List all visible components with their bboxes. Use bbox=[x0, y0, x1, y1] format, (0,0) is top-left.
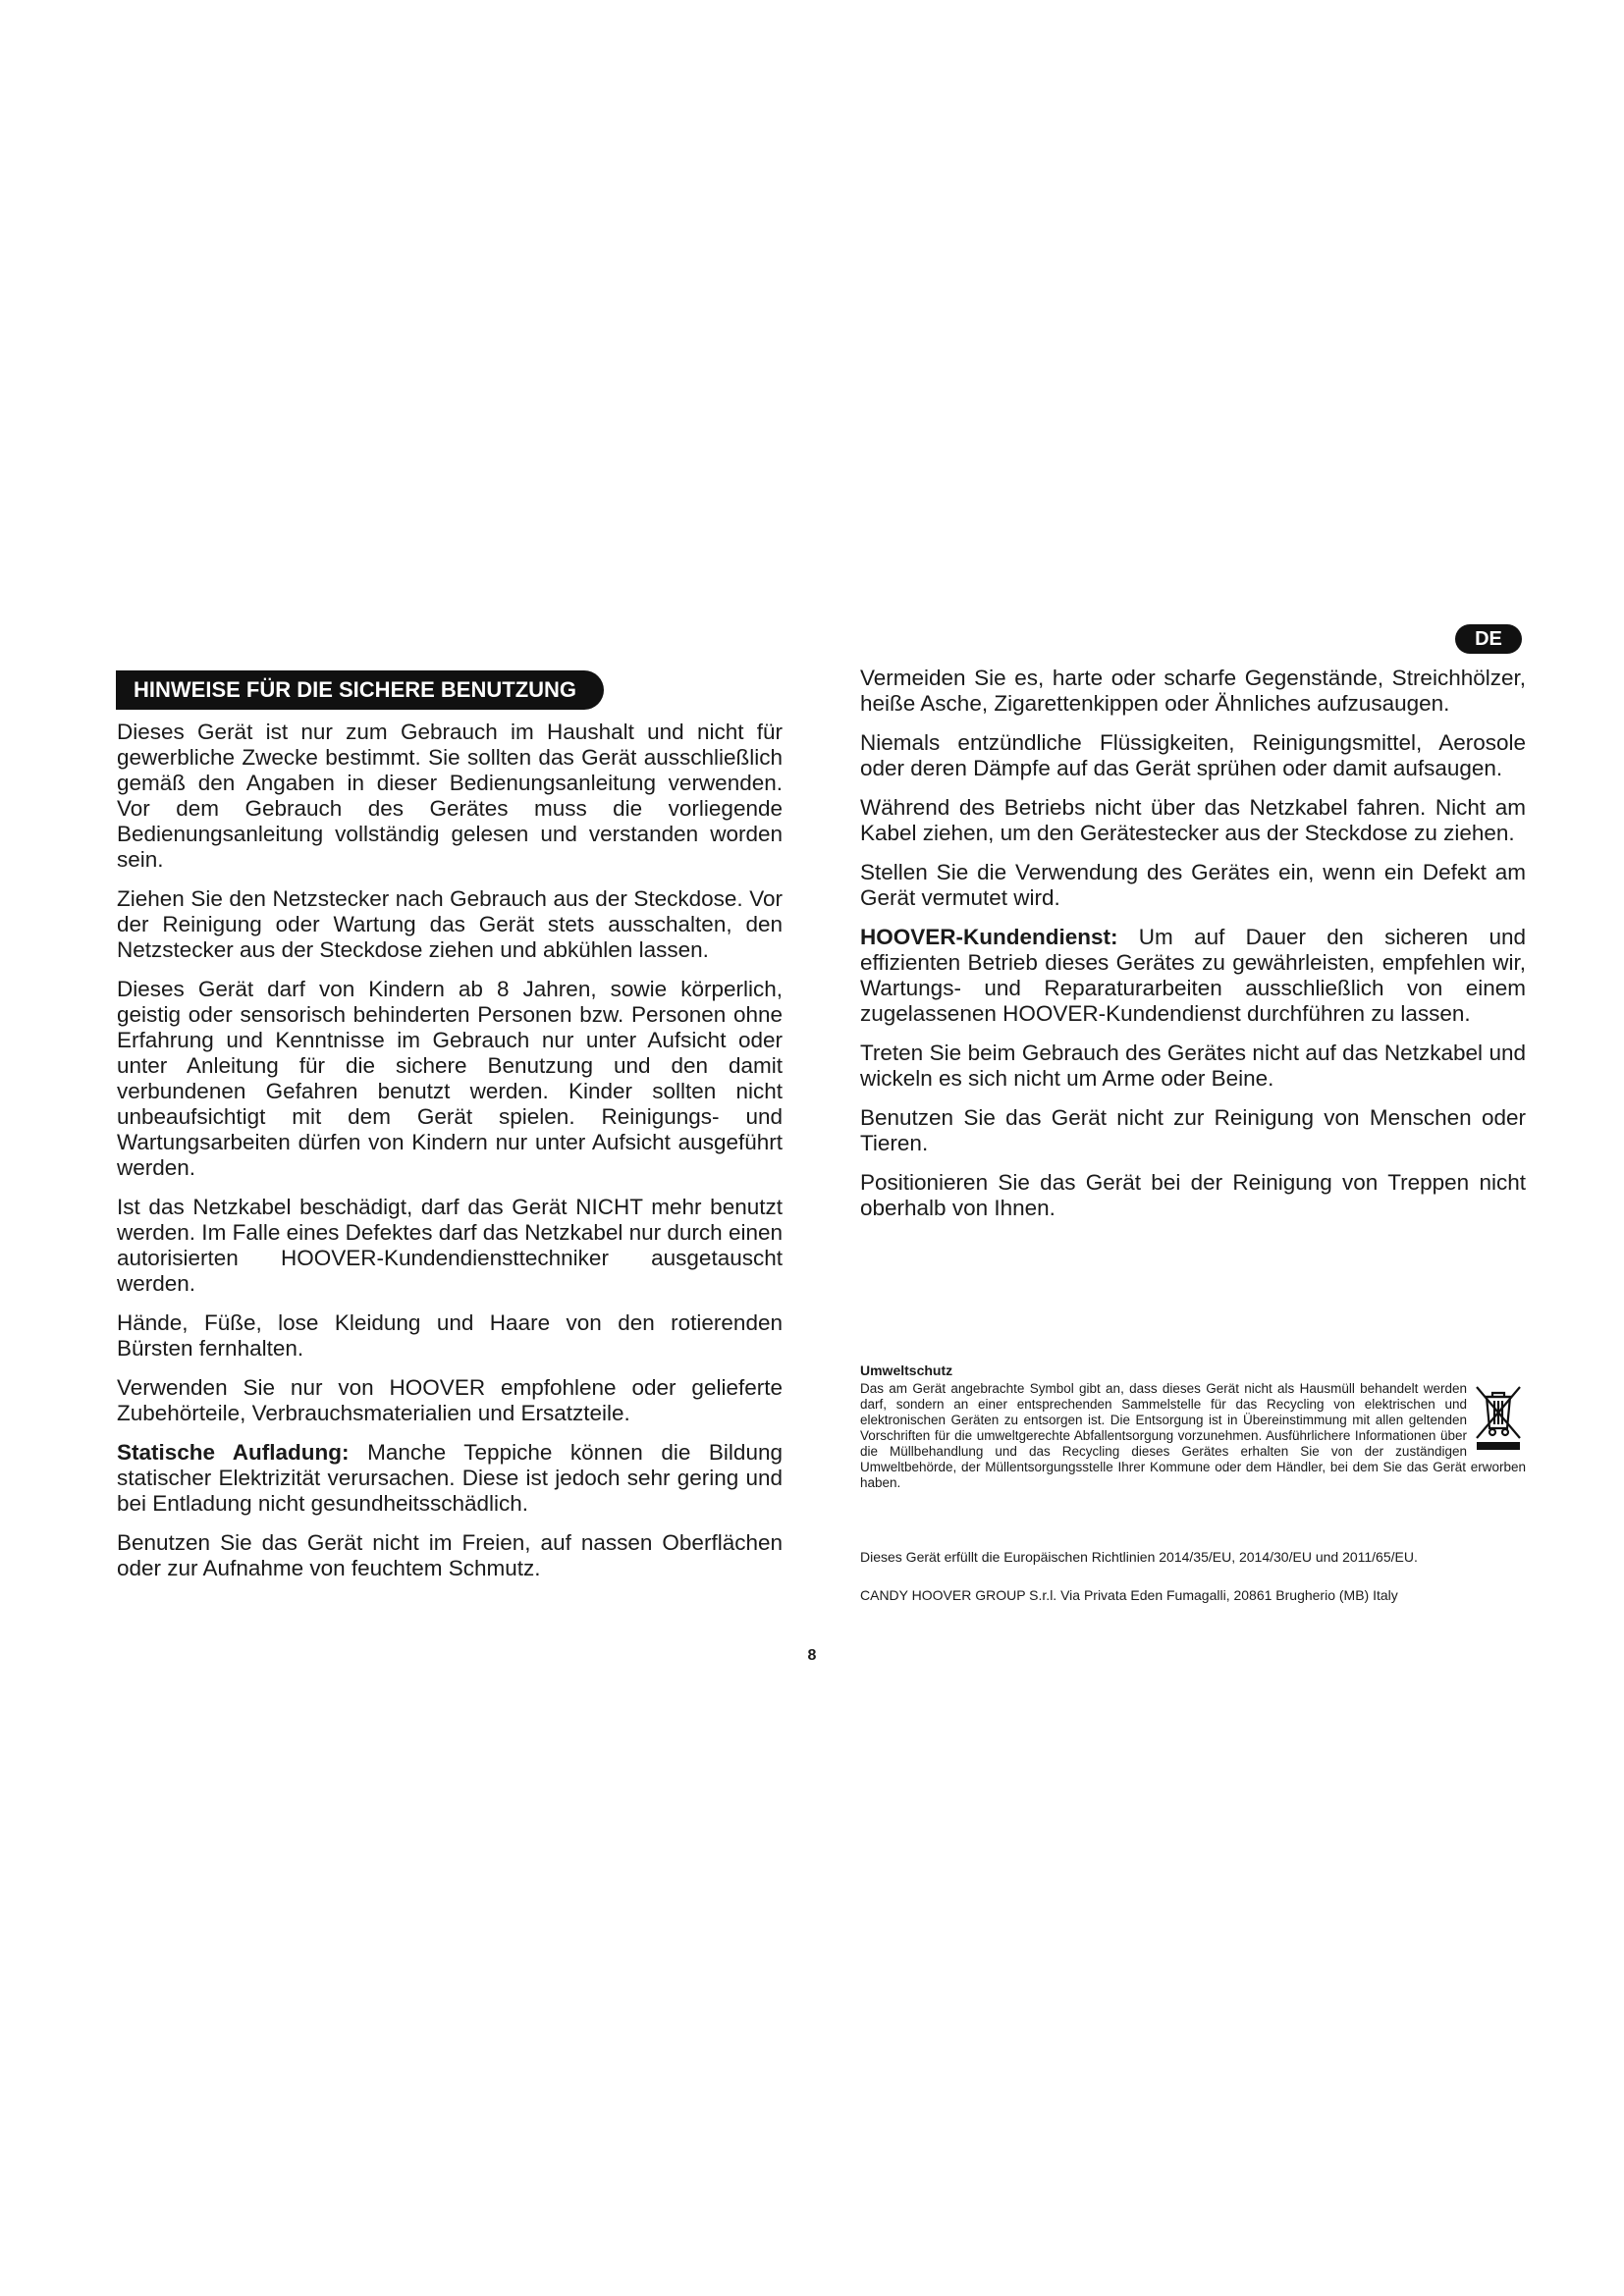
paragraph-static: Statische Aufladung: Manche Teppiche können die Bildung statischer Elektrizität verursachen. Diese ist jedoch sehr gering und bei Entladung nicht gesundheitsschädlich. bbox=[117, 1440, 783, 1516]
paragraph-hard-objects: Vermeiden Sie es, harte oder scharfe Gegenstände, Streichhölzer, heiße Asche, Zigarettenkippen oder Ähnliches aufzusaugen. bbox=[860, 666, 1526, 716]
paragraph-step-on-cable: Treten Sie beim Gebrauch des Gerätes nicht auf das Netzkabel und wickeln es sich nicht um Arme oder Beine. bbox=[860, 1041, 1526, 1091]
weee-bar bbox=[1477, 1442, 1520, 1450]
environment-section bbox=[860, 1362, 1526, 1491]
left-column bbox=[117, 720, 783, 1595]
page-number: 8 bbox=[807, 1647, 817, 1664]
paragraph-stairs: Positionieren Sie das Gerät bei der Reinigung von Treppen nicht oberhalb von Ihnen. bbox=[860, 1170, 1526, 1220]
paragraph-defect: Stellen Sie die Verwendung des Gerätes ein, wenn ein Defekt am Gerät vermutet wird. bbox=[860, 860, 1526, 910]
paragraph-rotating-brushes: Hände, Füße, lose Kleidung und Haare von den rotierenden Bürsten fernhalten. bbox=[117, 1310, 783, 1361]
company-address: CANDY HOOVER GROUP S.r.l. Via Privata Eden Fumagalli, 20861 Brugherio (MB) Italy bbox=[860, 1587, 1398, 1603]
static-label: Statische Aufladung: bbox=[117, 1440, 350, 1465]
paragraph-people-animals: Benutzen Sie das Gerät nicht zur Reinigung von Menschen oder Tieren. bbox=[860, 1105, 1526, 1155]
paragraph-cable-operation: Während des Betriebs nicht über das Netzkabel fahren. Nicht am Kabel ziehen, um den Gerätestecker aus der Steckdose zu ziehen. bbox=[860, 795, 1526, 845]
language-badge: DE bbox=[1455, 624, 1522, 654]
environment-title: Umweltschutz bbox=[860, 1362, 953, 1378]
directive-text: Dieses Gerät erfüllt die Europäischen Richtlinien 2014/35/EU, 2014/30/EU und 2011/65/EU. bbox=[860, 1549, 1418, 1565]
paragraph-accessories: Verwenden Sie nur von HOOVER empfohlene oder gelieferte Zubehörteile, Verbrauchsmaterialien und Ersatzteile. bbox=[117, 1375, 783, 1425]
paragraph-service: HOOVER-Kundendienst: Um auf Dauer den sicheren und effizienten Betrieb dieses Gerätes zu gewährleisten, empfehlen wir, Wartungs- und Reparaturarbeiten ausschließlich von einem zugelassenen HOOVER-Kundendienst durchführen zu lassen. bbox=[860, 925, 1526, 1026]
service-label: HOOVER-Kundendienst: bbox=[860, 925, 1118, 949]
paragraph-children: Dieses Gerät darf von Kindern ab 8 Jahren, sowie körperlich, geistig oder sensorisch behinderten Personen bzw. Personen ohne Erfahrung und Kenntnisse im Gebrauch nur unter Aufsicht oder unter Anleitung für die sichere Benutzung und den damit verbundenen Gefahren benutzt werden. Kinder sollten nicht unbeaufsichtigt mit dem Gerät spielen. Reinigungs- und Wartungsarbeiten dürfen von Kindern nur unter Aufsicht ausgeführt werden. bbox=[117, 977, 783, 1180]
right-column bbox=[860, 666, 1526, 1235]
paragraph-flammable: Niemals entzündliche Flüssigkeiten, Reinigungsmittel, Aerosole oder deren Dämpfe auf das Gerät sprühen oder damit aufsaugen. bbox=[860, 730, 1526, 780]
paragraph-damaged-cable: Ist das Netzkabel beschädigt, darf das Gerät NICHT mehr benutzt werden. Im Falle eines Defektes darf das Netzkabel nur durch einen autorisierten HOOVER-Kundendiensttechniker ausgetauscht werden. bbox=[117, 1195, 783, 1296]
crossed-out-wheelie-bin-icon bbox=[1471, 1383, 1526, 1450]
paragraph-outdoor: Benutzen Sie das Gerät nicht im Freien, auf nassen Oberflächen oder zur Aufnahme von feuchtem Schmutz. bbox=[117, 1530, 783, 1580]
paragraph-unplug: Ziehen Sie den Netzstecker nach Gebrauch aus der Steckdose. Vor der Reinigung oder Wartung das Gerät stets ausschalten, den Netzstecker aus der Steckdose ziehen und abkühlen lassen. bbox=[117, 886, 783, 962]
environment-text: Das am Gerät angebrachte Symbol gibt an, dass dieses Gerät nicht als Hausmüll behandelt werden darf, sondern an einer entsprechenden Sammelstelle für das Recycling von elektrischen und elektronischen Geräten zu entsorgen ist. Die Entsorgung ist in Übereinstimmung mit allen geltenden Vorschriften für die umweltgerechte Abfallentsorgung vorzunehmen. Ausführlichere Informationen über die Müllbehandlung und das Recycling dieses Gerätes erhalten Sie von der zuständigen Umweltbehörde, der Müllentsorgungsstelle Ihrer Kommune oder dem Händler, bei dem Sie das Gerät erworben haben. bbox=[860, 1381, 1526, 1490]
section-title: HINWEISE FÜR DIE SICHERE BENUTZUNG bbox=[116, 670, 604, 710]
paragraph-household-use: Dieses Gerät ist nur zum Gebrauch im Haushalt und nicht für gewerbliche Zwecke bestimmt. Sie sollten das Gerät ausschließlich gemäß den Angaben in dieser Bedienungsanleitung verwenden. Vor dem Gebrauch des Gerätes muss die vorliegende Bedienungsanleitung vollständig gelesen und verstanden worden sein. bbox=[117, 720, 783, 872]
